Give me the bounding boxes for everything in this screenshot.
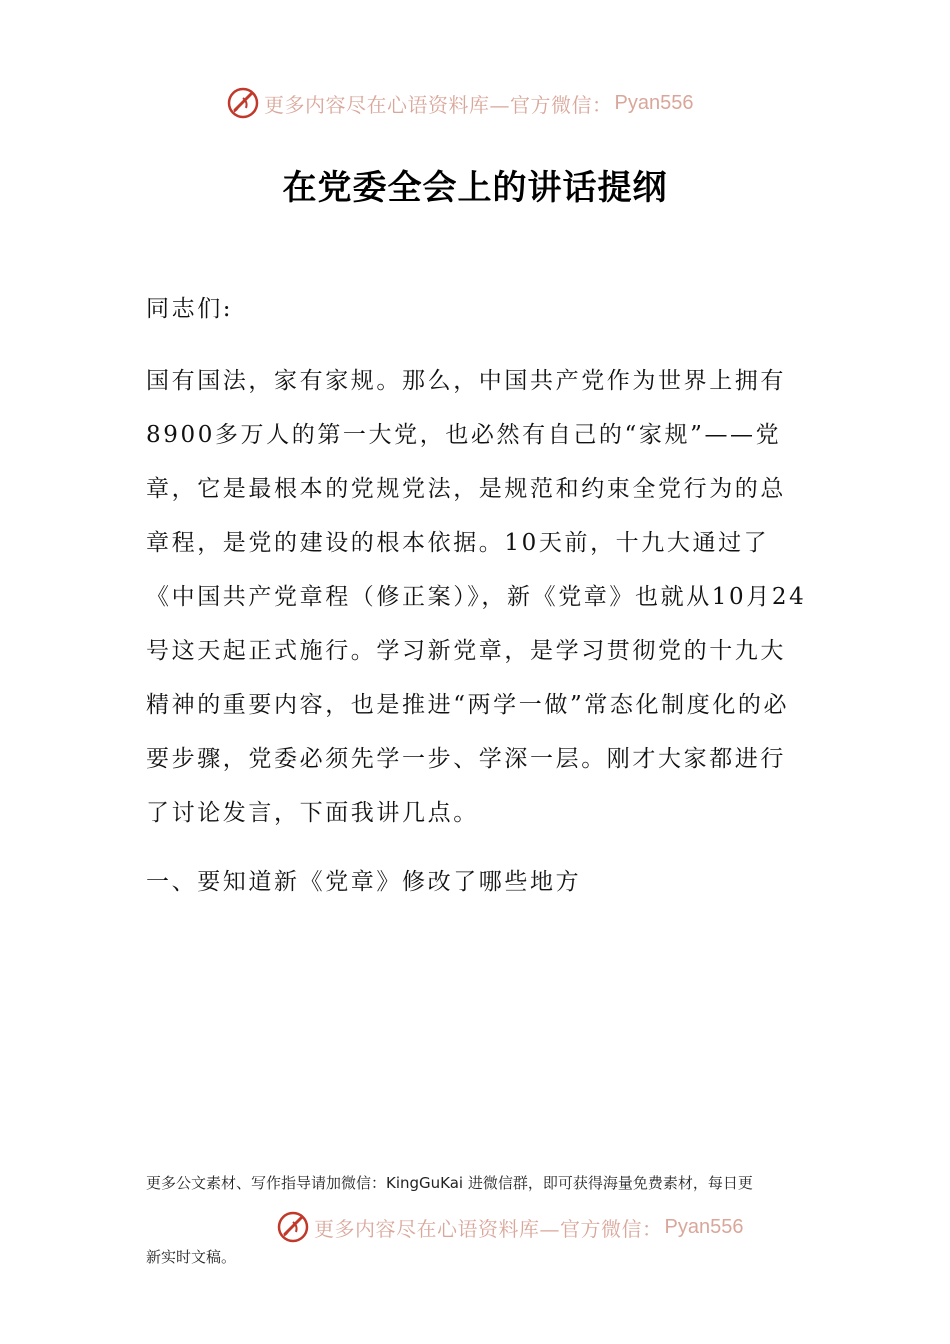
greeting: 同志们: [146,296,234,322]
footer-note-line2: 新实时文稿。 [146,1248,237,1266]
watermark-header [226,86,693,120]
brush-logo-icon [276,1210,310,1244]
section-heading-1: 一、要知道新《党章》修改了哪些地方 [146,869,582,895]
watermark-wechat-id: Pyan556 [664,1215,744,1238]
footer-note-line1: 更多公文素材、写作指导请加微信：KingGuKai 进微信群，即可获得海量免费素材，每日更 [146,1174,753,1192]
document-title: 在党委全会上的讲话提纲 [282,168,668,208]
watermark-footer [276,1210,743,1244]
paragraph-intro: 国有国法，家有家规。那么，中国共产党作为世界上拥有8900多万人的第一大党，也必然有自己的“家规”——党章，它是最根本的党规党法，是规范和约束全党行为的总章程，是党的建设的根本依据。10天前，十九大通过了《中国共产党章程（修正案）》，新《党章》也就从10月24号这天起正式施行。学习新党章，是学习贯彻党的十九大精神的重要内容，也是推进“两学一做”常态化制度化的必要步骤，党委必须先学一步、学深一层。刚才大家都进行了讨论发言，下面我讲几点。 [146,368,807,826]
watermark-text: 更多内容尽在心语资料库—官方微信： [314,1216,663,1241]
brush-logo-icon [226,86,260,120]
watermark-text: 更多内容尽在心语资料库—官方微信： [264,92,613,117]
watermark-wechat-id: Pyan556 [614,91,694,114]
